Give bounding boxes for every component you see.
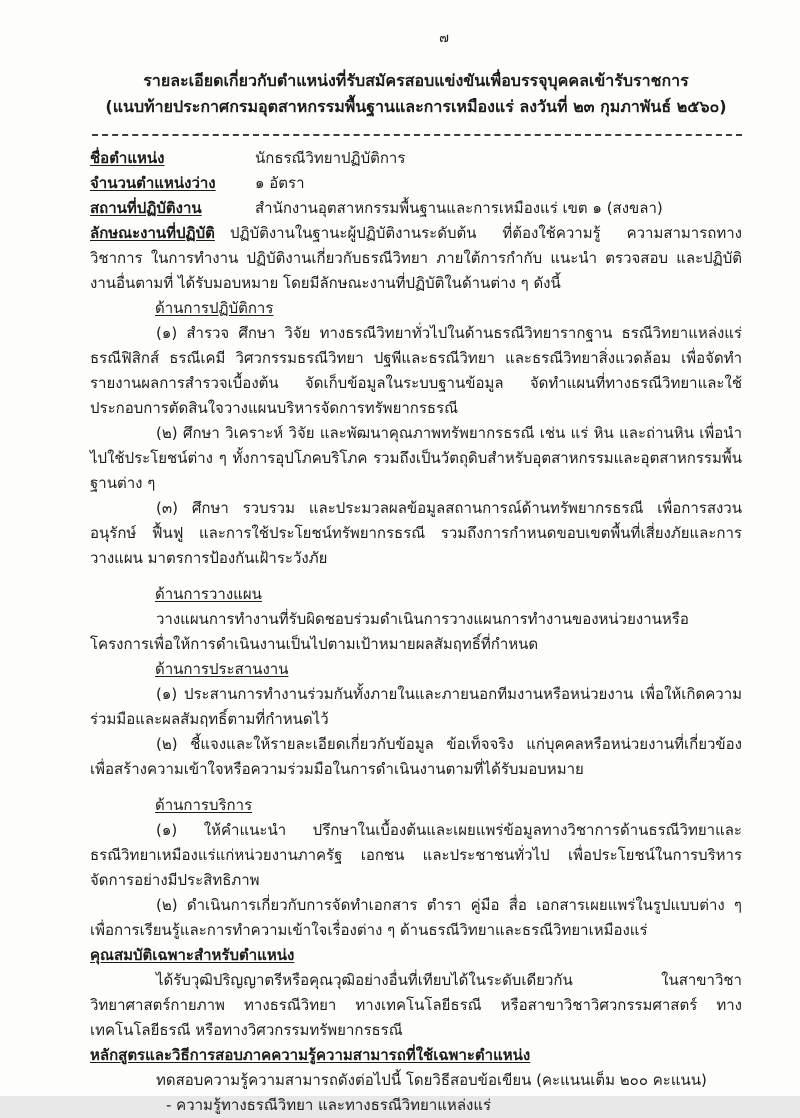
field-label-vacancies: จำนวนตำแหน่งว่าง [90, 174, 216, 192]
section-coordination [90, 657, 742, 782]
duties-intro-text: ปฏิบัติงานในฐานะผู้ปฏิบัติงานระดับต้น ที่ต้องใช้ความรู้ ความสามารถทางวิชาการ ในการทำงาน ปฏิบัติงานเกี่ยวกับธรณีวิทยา ภายใต้การกำกับ แนะนำ ตรวจสอบ และปฏิบัติงานอื่นตามที่ ได้รับมอบหมาย โดยมีลักษณะงานที่ปฏิบัติในด้านต่าง ๆ ดังนี้ [90, 224, 742, 292]
section-heading-service: ด้านการบริการ [155, 796, 253, 814]
paragraph: (๒) ดำเนินการเกี่ยวกับการจัดทำเอกสาร ตำรา คู่มือ สื่อ เอกสารเผยแพร่ในรูปแบบต่าง ๆ เพื่อการเรียนรู้และการทำความเข้าใจเรื่องต่าง ๆ ด้านธรณีวิทยาและธรณีวิทยาเหมืองแร่ [90, 896, 742, 939]
section-heading-operations: ด้านการปฏิบัติการ [155, 299, 274, 317]
section-heading-coordination: ด้านการประสานงาน [155, 660, 289, 678]
paragraph: (๑) ประสานการทำงานร่วมกันทั้งภายในและภายนอกทีมงานหรือหน่วยงาน เพื่อให้เกิดความร่วมมือและผลสัมฤทธิ์ตามที่กำหนดไว้ [90, 685, 742, 728]
exam-intro: ทดสอบความรู้ความสามารถดังต่อไปนี้ โดยวิธีสอบข้อเขียน (คะแนนเต็ม ๒๐๐ คะแนน) [156, 1071, 707, 1089]
dashed-divider [92, 134, 742, 136]
field-value-vacancies: ๑ อัตรา [255, 174, 305, 192]
qualifications-heading: คุณสมบัติเฉพาะสำหรับตำแหน่ง [90, 946, 295, 964]
field-value-position: นักธรณีวิทยาปฏิบัติการ [255, 149, 406, 167]
paragraph: วางแผนการทำงานที่รับผิดชอบร่วมดำเนินการวางแผนการทำงานของหน่วยงานหรือโครงการเพื่อให้การดำเนินงานเป็นไปตามเป้าหมายผลสัมฤทธิ์ที่กำหนด [90, 610, 689, 653]
page-number: ๗ [439, 31, 449, 46]
field-label-position: ชื่อตำแหน่ง [90, 149, 165, 167]
section-service [90, 793, 742, 943]
field-value-worksite: สำนักงานอุตสาหกรรมพื้นฐานและการเหมืองแร่ เขต ๑ (สงขลา) [255, 199, 663, 217]
paragraph: (๒) ศึกษา วิเคราะห์ วิจัย และพัฒนาคุณภาพทรัพยากรธรณี เช่น แร่ หิน และถ่านหิน เพื่อนำไปใช้ประโยชน์ต่าง ๆ ทั้งการอุปโภคบริโภค รวมถึงเป็นวัตถุดิบสำหรับอุตสาหกรรมและอุตสาหกรรมพื้นฐานต่าง ๆ [90, 424, 742, 492]
document-title [90, 68, 742, 120]
exam-subject-item: - ความรู้ทางธรณีวิทยา และทางธรณีวิทยาแหล่งแร่ [166, 1096, 492, 1114]
duties-intro-paragraph [90, 221, 742, 296]
section-operations [90, 296, 742, 571]
section-planning [90, 582, 742, 657]
field-row-vacancies [90, 171, 742, 196]
paragraph: (๒) ชี้แจงและให้รายละเอียดเกี่ยวกับข้อมูล ข้อเท็จจริง แก่บุคคลหรือหน่วยงานที่เกี่ยวข้อง เพื่อสร้างความเข้าใจหรือความร่วมมือในการดำเนินงานตามที่ได้รับมอบหมาย [90, 735, 742, 778]
document-title-line-1: รายละเอียดเกี่ยวกับตำแหน่งที่รับสมัครสอบแข่งขันเพื่อบรรจุบุคคลเข้ารับราชการ [143, 71, 689, 90]
section-heading-planning: ด้านการวางแผน [155, 585, 262, 603]
exam-heading: หลักสูตรและวิธีการสอบภาคความรู้ความสามารถที่ใช้เฉพาะตำแหน่ง [90, 1046, 531, 1064]
document-title-line-2: (แนบท้ายประกาศกรมอุตสาหกรรมพื้นฐานและการเหมืองแร่ ลงวันที่ ๒๓ กุมภาพันธ์ ๒๕๖๐) [105, 97, 727, 116]
paragraph: (๑) ให้คำแนะนำ ปรึกษาในเบื้องต้นและเผยแพร่ข้อมูลทางวิชาการด้านธรณีวิทยาและธรณีวิทยาเหมืองแร่แก่หน่วยงานภาครัฐ เอกชน และประชาชนทั่วไป เพื่อประโยชน์ในการบริหารจัดการอย่างมีประสิทธิภาพ [90, 821, 742, 889]
paragraph: ได้รับวุฒิปริญญาตรีหรือคุณวุฒิอย่างอื่นที่เทียบได้ในระดับเดียวกัน ในสาขาวิชาวิทยาศาสตร์กายภาพ ทางธรณีวิทยา ทางเทคโนโลยีธรณี หรือสาขาวิชาวิศวกรรมศาสตร์ ทางเทคโนโลยีธรณี หรือทางวิศวกรรมทรัพยากรธรณี [90, 971, 742, 1039]
field-label-worksite: สถานที่ปฏิบัติงาน [90, 199, 202, 217]
field-row-position [90, 146, 742, 171]
paragraph: (๓) ศึกษา รวบรวม และประมวลผลข้อมูลสถานการณ์ด้านทรัพยากรธรณี เพื่อการสงวน อนุรักษ์ ฟื้นฟู และการใช้ประโยชน์ทรัพยากรธรณี รวมถึงการกำหนดขอบเขตพื้นที่เสี่ยงภัยและการวางแผน มาตรการป้องกันเฝ้าระวังภัย [90, 499, 742, 567]
field-label-duties: ลักษณะงานที่ปฏิบัติ [90, 224, 215, 242]
paragraph: (๑) สำรวจ ศึกษา วิจัย ทางธรณีวิทยาทั่วไปในด้านธรณีวิทยารากฐาน ธรณีวิทยาแหล่งแร่ ธรณีฟิสิกส์ ธรณีเคมี วิศวกรรมธรณีวิทยา ปฐพีและธรณีวิทยา และธรณีวิทยาสิ่งแวดล้อม เพื่อจัดทำรายงานผลการสำรวจเบื้องต้น จัดเก็บข้อมูลในระบบฐานข้อมูล จัดทำแผนที่ทางธรณีวิทยาและใช้ประกอบการตัดสินใจวางแผนบริหารจัดการทรัพยากรธรณี [90, 324, 742, 417]
section-qualifications [90, 943, 742, 1043]
field-row-worksite [90, 196, 742, 221]
section-exam [90, 1043, 742, 1118]
